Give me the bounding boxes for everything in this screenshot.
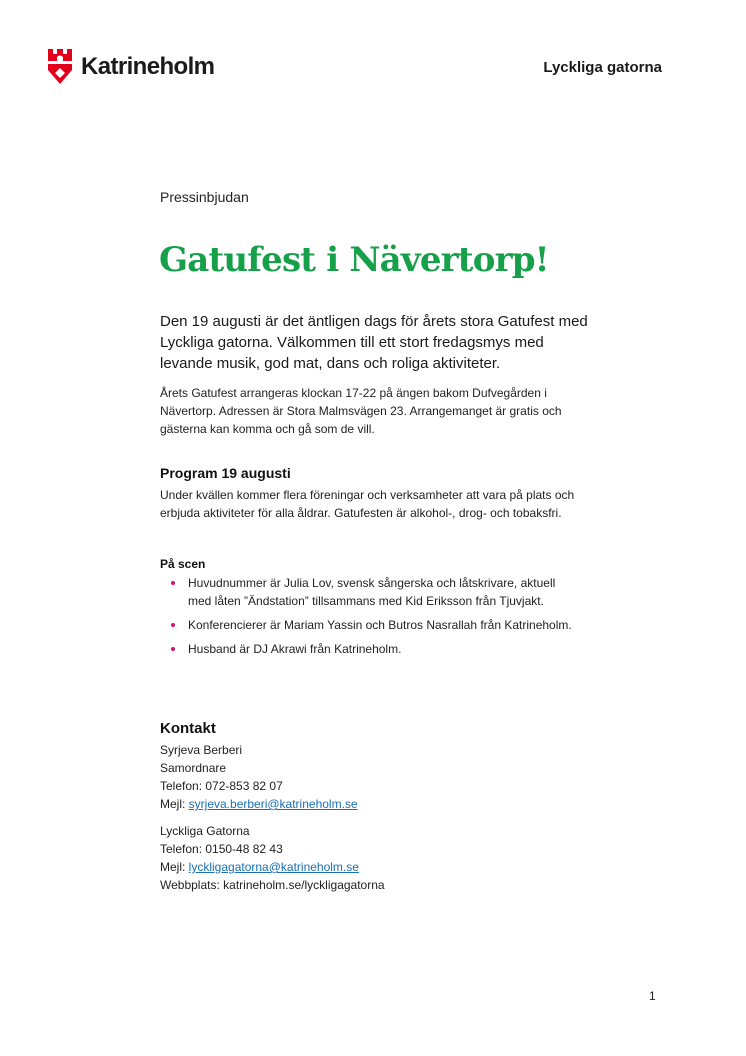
castle-shield-icon <box>46 48 74 86</box>
contact-heading: Kontakt <box>160 720 216 737</box>
contact-org-block <box>160 822 385 894</box>
bullet-dot-icon <box>171 581 175 585</box>
contact-name: Syrjeva Berberi <box>160 743 243 757</box>
org-email-link[interactable]: lyckligagatorna@katrineholm.se <box>188 860 359 874</box>
mail-label: Mejl: <box>160 860 189 874</box>
list-item <box>160 640 580 658</box>
list-item-text: Konferencierer är Mariam Yassin och Butros Nasrallah från Katrineholm. <box>188 618 572 632</box>
katrineholm-logo <box>46 48 214 86</box>
contact-mail-line <box>160 795 358 813</box>
program-heading: Program 19 augusti <box>160 465 291 481</box>
list-item <box>160 616 580 634</box>
stage-subheading: På scen <box>160 557 206 571</box>
org-phone: Telefon: 0150-48 82 43 <box>160 842 283 856</box>
list-item-text: Huvudnummer är Julia Lov, svensk sångerska och låtskrivare, aktuell med låten ”Ändstation” tillsammans med Kid Eriksson från Tjuvjakt. <box>188 576 556 608</box>
org-name: Lyckliga Gatorna <box>160 824 250 838</box>
page-title: Gatufest i Nävertorp! <box>159 240 549 280</box>
list-item <box>160 574 580 610</box>
contact-email-link[interactable]: syrjeva.berberi@katrineholm.se <box>188 797 358 811</box>
org-website: Webbplats: katrineholm.se/lyckligagatorna <box>160 878 385 892</box>
event-details-paragraph: Årets Gatufest arrangeras klockan 17-22 på ängen bakom Dufvegården i Nävertorp. Adressen är Stora Malmsvägen 23. Arrangemanget är gratis och gästerna kan komma och gå som de vill. <box>160 386 562 436</box>
bullet-dot-icon <box>171 623 175 627</box>
contact-person-block <box>160 741 358 813</box>
header-section-label: Lyckliga gatorna <box>543 59 662 76</box>
program-paragraph: Under kvällen kommer flera föreningar och verksamheter att vara på plats och erbjuda aktiviteter för alla åldrar. Gatufesten är alkohol-, drog- och tobaksfri. <box>160 488 575 520</box>
bullet-dot-icon <box>171 647 175 651</box>
logo-text: Katrineholm <box>81 53 215 80</box>
stage-list <box>160 574 580 664</box>
contact-role: Samordnare <box>160 761 227 775</box>
page-number: 1 <box>649 989 656 1003</box>
document-type-label: Pressinbjudan <box>160 189 249 205</box>
org-mail-line <box>160 858 385 876</box>
lead-paragraph: Den 19 augusti är det äntligen dags för årets stora Gatufest med Lyckliga gatorna. Välkommen till ett stort fredagsmys med levande musik, god mat, dans och roliga aktiviteter. <box>160 313 588 372</box>
mail-label: Mejl: <box>160 797 189 811</box>
contact-phone: Telefon: 072-853 82 07 <box>160 779 283 793</box>
list-item-text: Husband är DJ Akrawi från Katrineholm. <box>188 642 402 656</box>
